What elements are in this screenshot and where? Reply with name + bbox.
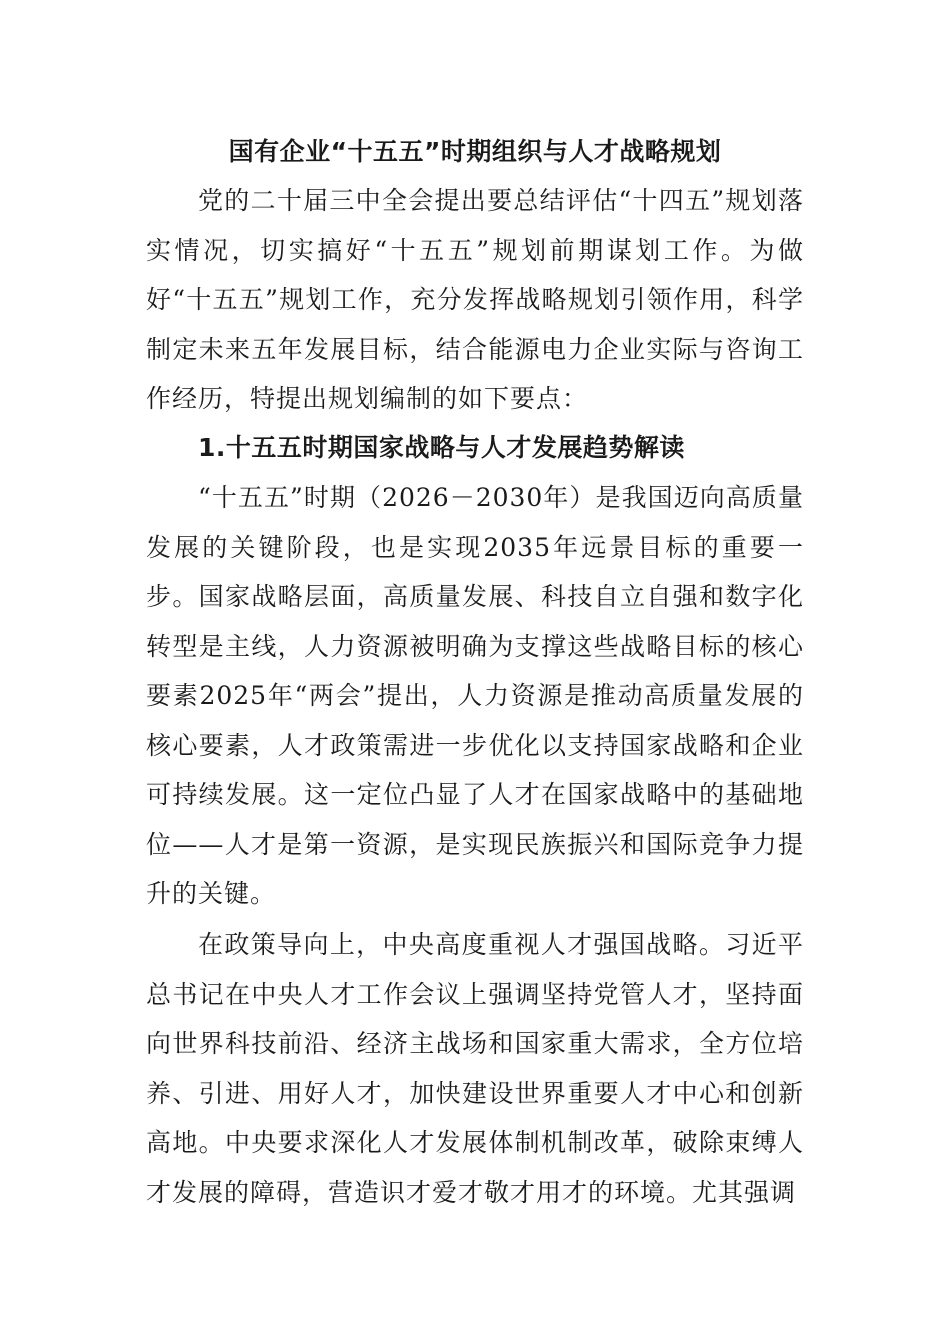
section-heading-1: 1.十五五时期国家战略与人才发展趋势解读 (198, 433, 685, 462)
paragraph-section1-2: 在政策导向上，中央高度重视人才强国战略。习近平总书记在中央人才工作会议上强调坚持党管人才，坚持面向世界科技前沿、经济主战场和国家重大需求，全方位培养、引进、用好人才，加快建设世界重要人才中心和创新高地。中央要求深化人才发展体制机制改革，破除束缚人才发展的障碍，营造识才爱才敬才用才的环境。尤其强调 (146, 930, 804, 1207)
paragraph-section1-1: “十五五”时期（2026－2030年）是我国迈向高质量发展的关键阶段，也是实现2035年远景目标的重要一步。国家战略层面，高质量发展、科技自立自强和数字化转型是主线，人力资源被明确为支撑这些战略目标的核心要素2025年“两会”提出，人力资源是推动高质量发展的核心要素，人才政策需进一步优化以支持国家战略和企业可持续发展。这一定位凸显了人才在国家战略中的基础地位——人才是第一资源，是实现民族振兴和国际竞争力提升的关键。 (146, 483, 804, 908)
paragraph-intro: 党的二十届三中全会提出要总结评估“十四五”规划落实情况，切实搞好“十五五”规划前期谋划工作。为做好“十五五”规划工作，充分发挥战略规划引领作用，科学制定未来五年发展目标，结合能源电力企业实际与咨询工作经历，特提出规划编制的如下要点： (146, 186, 804, 413)
document-title: 国有企业“十五五”时期组织与人才战略规划 (228, 137, 722, 166)
